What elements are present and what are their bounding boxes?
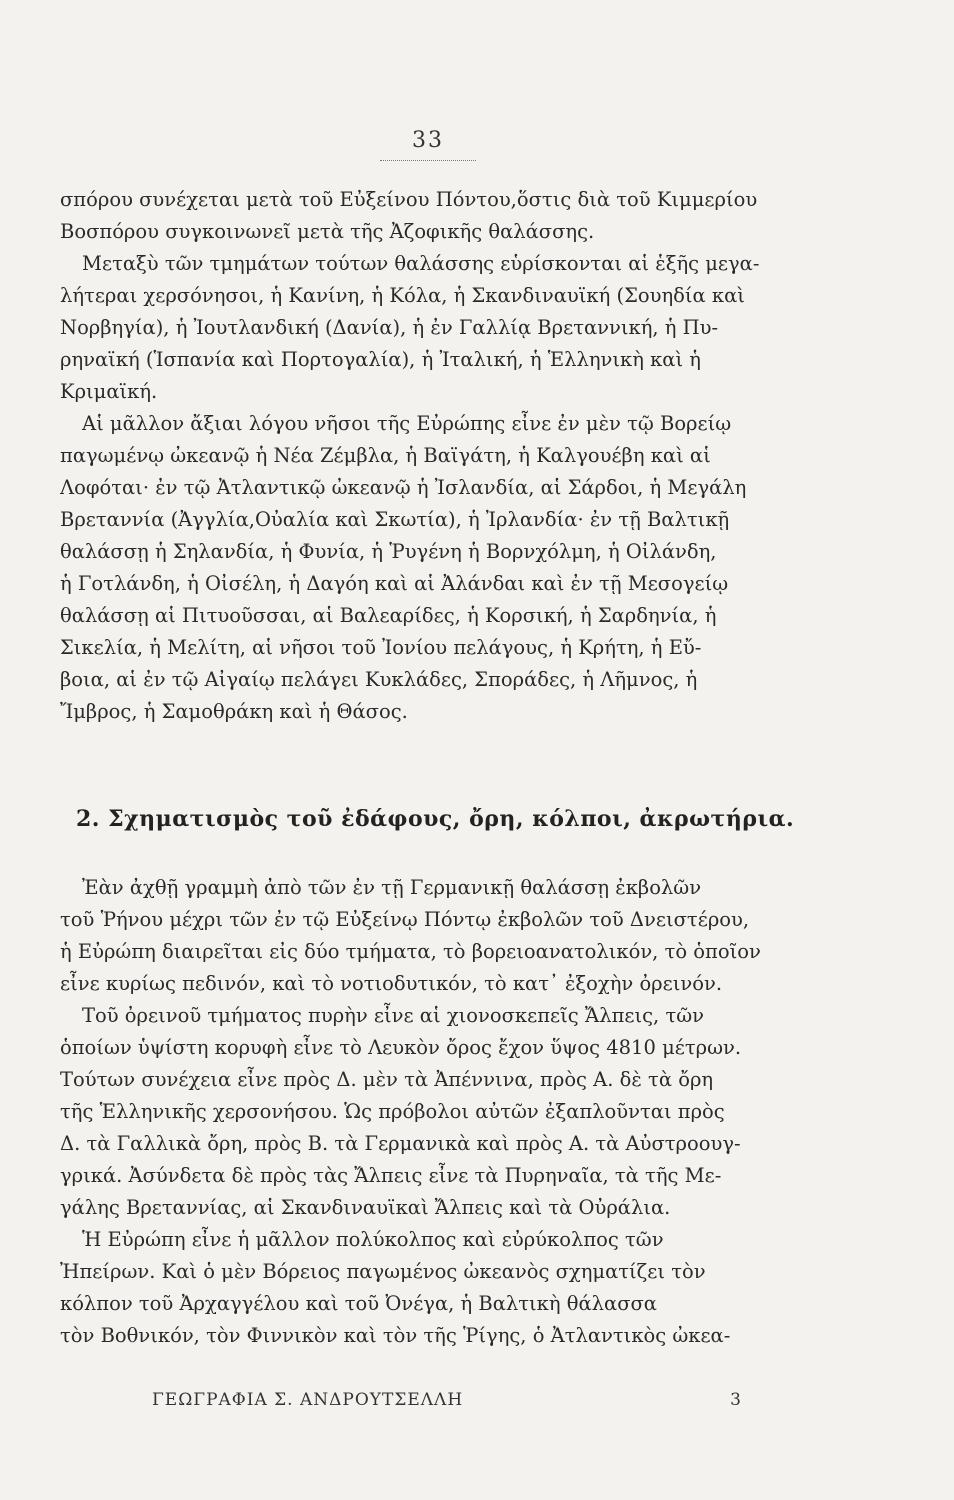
text-line: Τούτων συνέχεια εἶνε πρὸς Δ. μὲν τὰ Ἀπέννινα, πρὸς Α. δὲ τὰ ὄρη xyxy=(60,1068,714,1091)
text-line: ἡ Εὐρώπη διαιρεῖται εἰς δύο τμήματα, τὸ βορειοανατολικόν, τὸ ὁποῖον xyxy=(60,940,761,963)
text-line: γρικά. Ἀσύνδετα δὲ πρὸς τὰς Ἄλπεις εἶνε τὰ Πυρηναῖα, τὰ τῆς Με- xyxy=(60,1164,722,1187)
text-line: γάλης Βρεταννίας, αἱ Σκανδιναυϊκαὶ Ἄλπεις καὶ τὰ Οὐράλια. xyxy=(60,1196,671,1219)
text-line: Βοσπόρου συγκοινωνεῖ μετὰ τῆς Ἀζοφικῆς θαλάσσης. xyxy=(60,220,595,243)
text-line: Βρεταννία (Ἀγγλία,Οὐαλία καὶ Σκωτία), ἡ Ἰρλανδία· ἐν τῇ Βαλτικῇ xyxy=(60,508,730,531)
section-heading: 2. Σχηματισμὸς τοῦ ἐδάφους, ὄρη, κόλποι, ἀκρωτήρια. xyxy=(76,806,795,832)
text-line: παγωμένῳ ὠκεανῷ ἡ Νέα Ζέμβλα, ἡ Βαϊγάτη, ἡ Καλγουέβη καὶ αἱ xyxy=(60,444,711,467)
text-line: Ἠπείρων. Καὶ ὁ μὲν Βόρειος παγωμένος ὠκεανὸς σχηματίζει τὸν xyxy=(60,1260,706,1283)
text-line: Νορβηγία), ἡ Ἰουτλανδική (Δανία), ἡ ἐν Γαλλίᾳ Βρεταννική, ἡ Πυ- xyxy=(60,316,719,339)
text-line: Σικελία, ἡ Μελίτη, αἱ νῆσοι τοῦ Ἰονίου πελάγους, ἡ Κρήτη, ἡ Εὔ- xyxy=(60,636,702,659)
page-number-rule xyxy=(380,160,476,161)
text-line: τῆς Ἑλληνικῆς χερσονήσου. Ὡς πρόβολοι αὐτῶν ἐξαπλοῦνται πρὸς xyxy=(60,1100,725,1123)
text-line: Μεταξὺ τῶν τμημάτων τούτων θαλάσσης εὑρίσκονται αἱ ἑξῆς μεγα- xyxy=(82,252,760,275)
text-line: βοια, αἱ ἐν τῷ Αἰγαίῳ πελάγει Κυκλάδες, Σποράδες, ἡ Λῆμνος, ἡ xyxy=(60,668,698,691)
text-line: ἡ Γοτλάνδη, ἡ Οἰσέλη, ἡ Δαγόη καὶ αἱ Ἀλάνδαι καὶ ἐν τῇ Μεσογείῳ xyxy=(60,572,729,595)
text-line: ὁποίων ὑψίστη κορυφὴ εἶνε τὸ Λευκὸν ὄρος ἔχον ὕψος 4810 μέτρων. xyxy=(60,1036,742,1059)
page-number: 33 xyxy=(412,128,444,153)
text-line: Λοφόται· ἐν τῷ Ἀτλαντικῷ ὠκεανῷ ἡ Ἰσλανδία, αἱ Σάρδοι, ἡ Μεγάλη xyxy=(60,476,747,499)
text-line: Κριμαϊκή. xyxy=(60,380,158,403)
text-line: θαλάσσῃ ἡ Σηλανδία, ἡ Φυνία, ἡ Ῥυγένη ἡ Βορνχόλμη, ἡ Οἰλάνδη, xyxy=(60,540,717,563)
text-line: θαλάσσῃ αἱ Πιτυοῦσσαι, αἱ Βαλεαρίδες, ἡ Κορσική, ἡ Σαρδηνία, ἡ xyxy=(60,604,717,627)
text-line: Τοῦ ὀρεινοῦ τμήματος πυρὴν εἶνε αἱ χιονοσκεπεῖς Ἄλπεις, τῶν xyxy=(82,1004,704,1027)
text-line: Ἡ Εὐρώπη εἶνε ἡ μᾶλλον πολύκολπος καὶ εὐρύκολπος τῶν xyxy=(82,1228,664,1251)
footer-title: ΓΕΩΓΡΑΦΙΑ Σ. ΑΝΔΡΟΥΤΣΕΛΛΗ xyxy=(152,1390,464,1410)
text-line: σπόρου συνέχεται μετὰ τοῦ Εὐξείνου Πόντου,ὅστις διὰ τοῦ Κιμμερίου xyxy=(60,188,758,211)
text-line: ρηναϊκή (Ἱσπανία καὶ Πορτογαλία), ἡ Ἰταλική, ἡ Ἑλληνικὴ καὶ ἡ xyxy=(60,348,701,371)
signature-mark: 3 xyxy=(730,1390,742,1410)
top-text-block xyxy=(60,184,812,728)
text-line: λήτεραι χερσόνησοι, ἡ Κανίνη, ἡ Κόλα, ἡ Σκανδιναυϊκή (Σουηδία καὶ xyxy=(60,284,745,307)
text-line: Ἐὰν ἀχθῇ γραμμὴ ἀπὸ τῶν ἐν τῇ Γερμανικῇ θαλάσσῃ ἐκβολῶν xyxy=(82,876,702,899)
text-line: κόλπον τοῦ Ἀρχαγγέλου καὶ τοῦ Ὀνέγα, ἡ Βαλτικὴ θάλασσα xyxy=(60,1292,657,1315)
text-line: Αἱ μᾶλλον ἄξιαι λόγου νῆσοι τῆς Εὐρώπης εἶνε ἐν μὲν τῷ Βορείῳ xyxy=(82,412,732,435)
text-line: τοῦ Ῥήνου μέχρι τῶν ἐν τῷ Εὐξείνῳ Πόντῳ ἐκβολῶν τοῦ Δνειστέρου, xyxy=(60,908,750,931)
bottom-text-block xyxy=(60,872,812,1352)
text-line: τὸν Βοθνικόν, τὸν Φιννικὸν καὶ τὸν τῆς Ῥίγης, ὁ Ἀτλαντικὸς ὠκεα- xyxy=(60,1324,731,1347)
text-line: Ἴμβρος, ἡ Σαμοθράκη καὶ ἡ Θάσος. xyxy=(60,700,408,723)
text-line: εἶνε κυρίως πεδινόν, καὶ τὸ νοτιοδυτικόν, τὸ κατ᾽ ἐξοχὴν ὀρεινόν. xyxy=(60,972,723,995)
text-line: Δ. τὰ Γαλλικὰ ὄρη, πρὸς Β. τὰ Γερμανικὰ καὶ πρὸς Α. τὰ Αὐστροουγ- xyxy=(60,1132,741,1155)
